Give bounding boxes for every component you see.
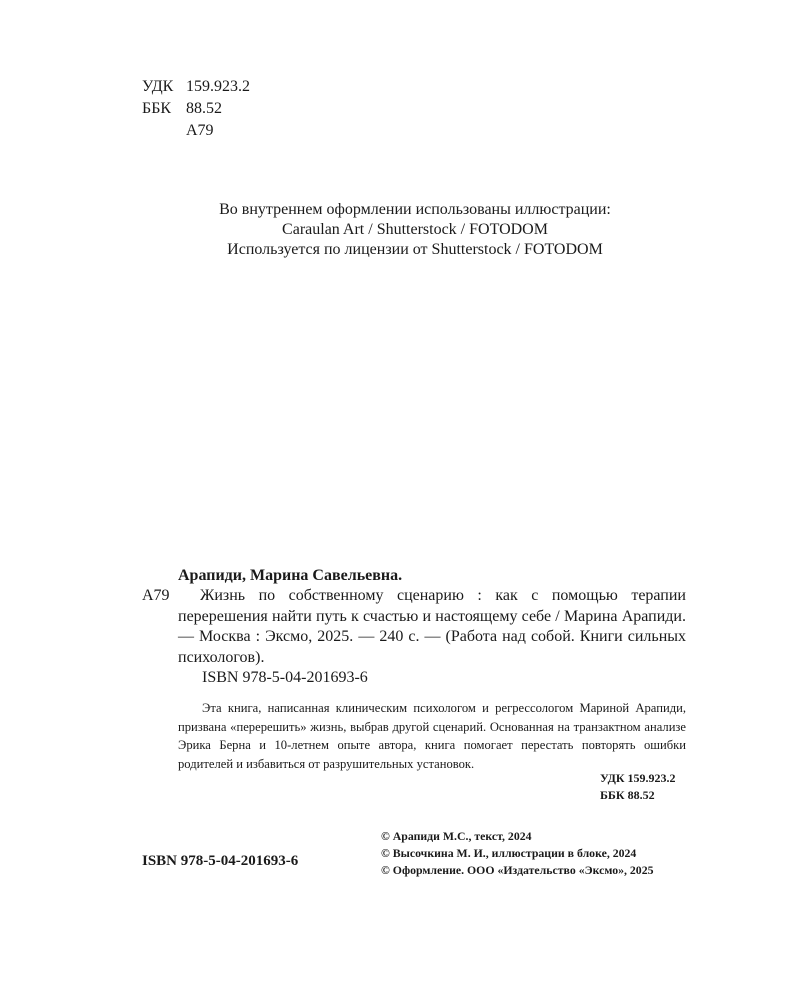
- annotation-text: Эта книга, написанная клиническим психологом и регрессологом Мариной Арапиди, призвана «перерешить» жизнь, выбрав другой сценарий. Основанная на транзактном анализе Эрика Берна и 10-летнем опыте автора, книга помогает перестать повторять ошибки родителей и избавиться от разрушительных установок.: [178, 701, 686, 771]
- bibliographic-description: [178, 586, 686, 668]
- illustration-credits: [0, 200, 800, 260]
- classification-codes-right: [600, 770, 676, 804]
- classification-codes: [142, 76, 250, 142]
- bbk-label: ББК: [142, 100, 172, 117]
- bibliographic-text: Жизнь по собственному сценарию : как с помощью терапии перерешения найти путь к счастью и настоящему себе / Марина Арапиди. — Москва : Эксмо, 2025. — 240 с. — (Работа над собой. Книги сильных психологов).: [178, 587, 686, 666]
- bbk-row: [142, 98, 250, 120]
- udk-label: УДК: [142, 78, 174, 95]
- copyright-line: © Высочкина М. И., иллюстрации в блоке, 2024: [381, 846, 637, 860]
- annotation: [178, 699, 686, 773]
- illustration-credit-line: Caraulan Art / Shutterstock / FOTODOM: [282, 221, 548, 238]
- illustration-credit-line: Используется по лицензии от Shutterstock / FOTODOM: [227, 241, 603, 258]
- udk-code: УДК 159.923.2: [600, 771, 676, 785]
- entry-cutter: А79: [142, 587, 170, 604]
- cutter-code: А79: [186, 122, 214, 139]
- bbk-value: 88.52: [186, 100, 222, 117]
- udk-row: [142, 76, 250, 98]
- entry-author: Арапиди, Марина Савельевна.: [178, 567, 403, 584]
- illustration-credit-line: Во внутреннем оформлении использованы иллюстрации:: [219, 201, 611, 218]
- bbk-code: ББК 88.52: [600, 788, 655, 802]
- udk-value: 159.923.2: [186, 78, 250, 95]
- copyright-line: © Оформление. ООО «Издательство «Эксмо», 2025: [381, 863, 654, 877]
- cutter-row: [142, 120, 250, 142]
- entry-isbn: ISBN 978-5-04-201693-6: [202, 669, 368, 686]
- copyright-line: © Арапиди М.С., текст, 2024: [381, 829, 532, 843]
- isbn-bottom: ISBN 978-5-04-201693-6: [142, 853, 299, 869]
- copyright-block: [381, 828, 654, 879]
